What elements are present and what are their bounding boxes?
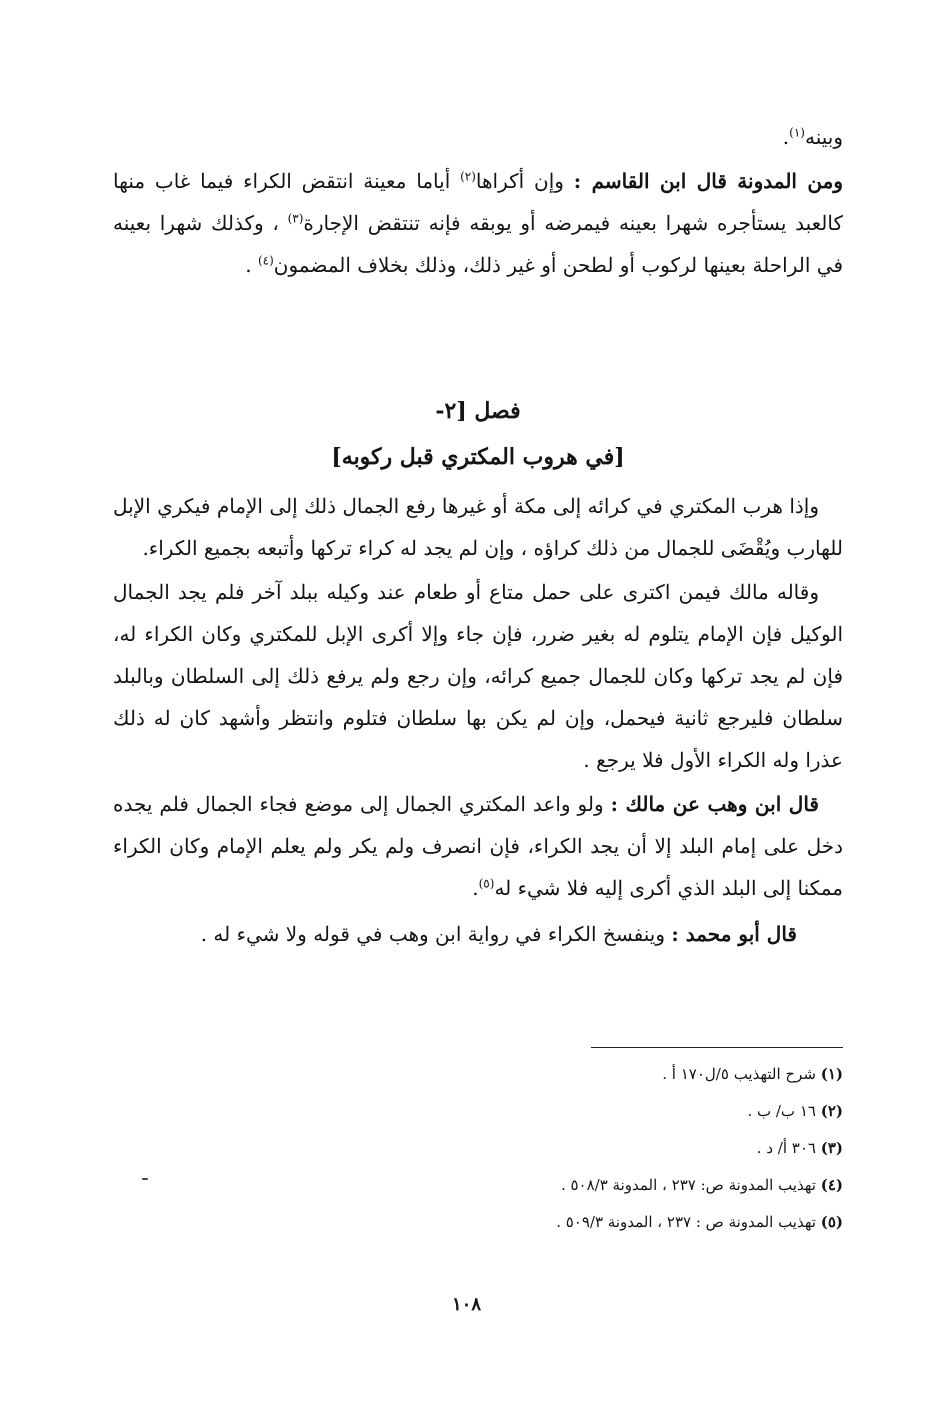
footnote-text: شرح التهذيب ٥/ل١٧٠ أ . <box>662 1065 821 1083</box>
body-paragraph-4-lead: قال أبو محمد : <box>671 922 797 946</box>
body-paragraph-4-text: وينفسخ الكراء في رواية ابن وهب في قوله ولا شيء له . <box>200 922 672 946</box>
footnote-ref-1: (١) <box>789 125 805 140</box>
footnote-item <box>113 1167 843 1204</box>
mudawwana-paragraph-text-b: أياما معينة انتقض الكراء فيما غاب منها كالعبد يستأجره شهرا بعينه فيمرضه أو يوبقه فإنه تنتقض الإجارة <box>113 169 843 235</box>
footnote-ref-4: (٤) <box>257 253 274 268</box>
footnote-text: ١٦ ب/ ب . <box>747 1102 821 1120</box>
footnote-item <box>113 1093 843 1130</box>
footnote-ref-2: (٢) <box>460 169 476 184</box>
chapter-title: فصل [٢- <box>435 398 521 424</box>
footnotes <box>113 1056 843 1241</box>
mudawwana-paragraph-text-a: وإن أكراها <box>475 169 574 193</box>
opening-section <box>113 116 843 286</box>
footnote-text: ٣٠٦ أ/ د . <box>756 1139 821 1157</box>
footnote-item <box>113 1130 843 1167</box>
footnote-separator <box>591 1047 843 1048</box>
mudawwana-paragraph-lead: ومن المدونة قال ابن القاسم : <box>573 169 843 193</box>
footnote-item <box>113 1204 843 1241</box>
chapter-body <box>113 485 843 955</box>
body-paragraph-3-lead: قال ابن وهب عن مالك : <box>610 792 819 816</box>
footnote-number: (٢) <box>820 1102 843 1120</box>
body-paragraph-1: وإذا هرب المكتري في كرائه إلى مكة أو غيرها رفع الجمال ذلك إلى الإمام فيكري الإبل للهارب ويُقْضَى للجمال من ذلك كراؤه ، وإن لم يجد له كراء تركها وأتبعه بجميع الكراء. <box>113 494 843 560</box>
footnote-text: تهذيب المدونة ص : ٢٣٧ ، المدونة ٥٠٩/٣ . <box>556 1213 821 1231</box>
footnote-number: (٥) <box>820 1213 843 1231</box>
footnote-number: (٣) <box>820 1139 843 1157</box>
footnote-number: (١) <box>820 1065 843 1083</box>
opening-line-text: وبينه <box>804 125 843 149</box>
footnote-ref-5: (٥) <box>478 876 495 891</box>
footnote-item <box>113 1056 843 1093</box>
page-number: ١٠٨ <box>451 1294 481 1315</box>
body-paragraph-3 <box>113 783 843 909</box>
footnote-text: تهذيب المدونة ص: ٢٣٧ ، المدونة ٥٠٨/٣ . <box>560 1176 821 1194</box>
scan-speck <box>142 1178 148 1180</box>
body-paragraph-3-end: . <box>472 876 479 900</box>
footnote-number: (٤) <box>820 1176 843 1194</box>
body-paragraph-4 <box>113 913 843 955</box>
body-paragraph-2: وقاله مالك فيمن اكترى على حمل متاع أو طعام عند وكيله ببلد آخر فلم يجد الجمال الوكيل فإن الإمام يتلوم له بغير ضرر، فإن جاء وإلا أكرى الإبل للمكتري وكان الكراء له، فإن لم يجد تركها وكان للجمال جميع كرائه، وإن رجع ولم يرفع ذلك إلى السلطان وبالبلد سلطان فليرجع ثانية فيحمل، وإن لم يكن بها سلطان فتلوم وانتظر وأشهد كان له ذلك عذرا وله الكراء الأول فلا يرجع . <box>113 580 843 772</box>
mudawwana-paragraph-text-c: ، وكذلك شهرا بعينه في الراحلة بعينها لركوب أو لطحن أو غير ذلك، وذلك بخلاف المضمون <box>113 211 843 277</box>
opening-line <box>113 116 843 158</box>
footnote-ref-3: (٣) <box>287 211 304 226</box>
opening-line-end: . <box>782 125 790 149</box>
body-paragraph-3-text: ولو واعد المكتري الجمال إلى موضع فجاء الجمال فلم يجده دخل على إمام البلد إلا أن يجد الكراء، فإن انصرف ولم يكر ولم يعلم الإمام وكان الكراء ممكنا إلى البلد الذي أكرى إليه فلا شيء له <box>113 792 843 900</box>
mudawwana-paragraph <box>113 160 843 286</box>
mudawwana-paragraph-end: . <box>245 253 258 277</box>
chapter-subtitle: [في هروب المكتري قبل ركوبه] <box>331 444 625 470</box>
